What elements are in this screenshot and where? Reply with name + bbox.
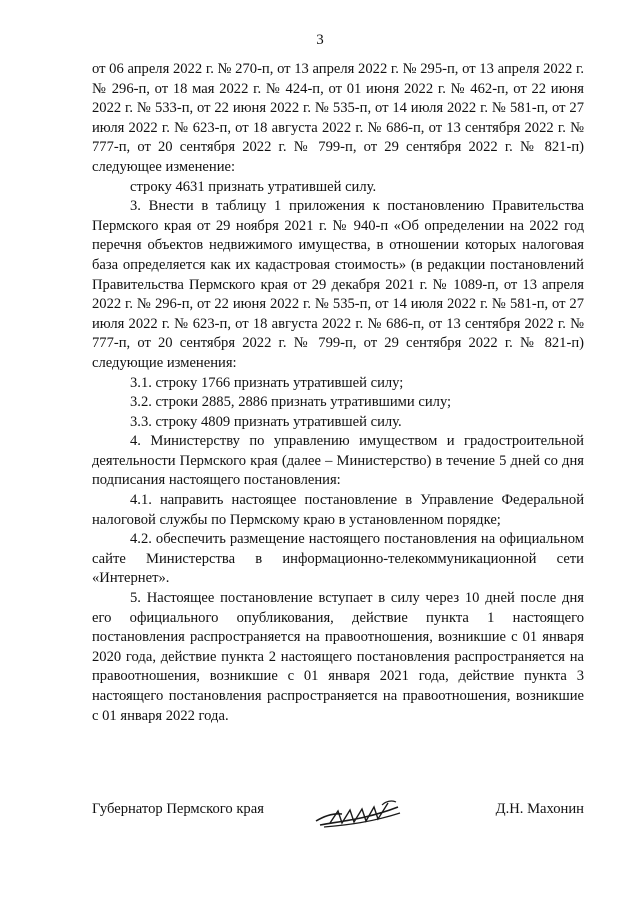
document-body (92, 60, 584, 726)
page-number: 3 (316, 32, 324, 48)
paragraph-item-5: 5. Настоящее постановление вступает в силу через 10 дней после дня его официального опубликования, действие пункта 1 настоящего постановления распространяется на правоотношения, возникшие с 01 января 2020 года, действие пункта 2 настоящего постановления распространяется на правоотношения, возникшие с 01 января 2021 года, действие пункта 3 настоящего постановления распространяется на правоотношения, возникшие с 01 января 2022 года. (92, 590, 584, 724)
paragraph-item-4: 4. Министерству по управлению имуществом и градостроительной деятельности Пермского края (далее – Министерство) в течение 5 дней со дня подписания настоящего постановления: (92, 433, 584, 489)
paragraph-item-3: 3. Внести в таблицу 1 приложения к постановлению Правительства Пермского края от 29 ноября 2021 г. № 940-п «Об определении на 2022 год перечня объектов недвижимого имущества, в отношении которых налоговая база определяется как их кадастровая стоимость» (в редакции постановлений Правительства Пермского края от 29 декабря 2021 г. № 1089-п, от 13 апреля 2022 г. № 296-п, от 22 июня 2022 г. № 535-п, от 14 июля 2022 г. № 581-п, от 27 июля 2022 г. № 623-п, от 18 августа 2022 г. № 686-п, от 13 сентября 2022 г. № 777-п, от 20 сентября 2022 г. № 799-п, от 29 сентября 2022 г. № 821-п) следующие изменения: (92, 198, 584, 371)
paragraph-row-4631: строку 4631 признать утратившей силу. (130, 178, 377, 195)
signatory-name: Д.Н. Махонин (495, 801, 584, 817)
paragraph-item-4-2: 4.2. обеспечить размещение настоящего постановления на официальном сайте Министерства в информационно-телекоммуникационной сети «Интернет». (92, 531, 584, 587)
paragraph-item-3-2: 3.2. строки 2885, 2886 признать утратившими силу; (130, 394, 452, 411)
paragraph-item-4-1: 4.1. направить настоящее постановление в Управление Федеральной налоговой службы по Пермскому краю в установленном порядке; (92, 492, 584, 528)
handwritten-signature (312, 795, 404, 831)
paragraph-continuation: от 06 апреля 2022 г. № 270-п, от 13 апреля 2022 г. № 295-п, от 13 апреля 2022 г. № 296-п, от 18 мая 2022 г. № 424-п, от 01 июня 2022 г. № 462-п, от 22 июня 2022 г. № 533-п, от 22 июня 2022 г. № 535-п, от 14 июля 2022 г. № 581-п, от 27 июля 2022 г. № 623-п, от 18 августа 2022 г. № 686-п, от 13 сентября 2022 г. № 777-п, от 20 сентября 2022 г. № 799-п, от 29 сентября 2022 г. № 821-п) следующее изменение: (92, 61, 584, 175)
paragraph-item-3-1: 3.1. строку 1766 признать утратившей силу; (130, 374, 404, 391)
signatory-title: Губернатор Пермского края (92, 801, 264, 817)
paragraph-item-3-3: 3.3. строку 4809 признать утратившей силу. (130, 413, 402, 430)
signature-block (92, 795, 584, 835)
